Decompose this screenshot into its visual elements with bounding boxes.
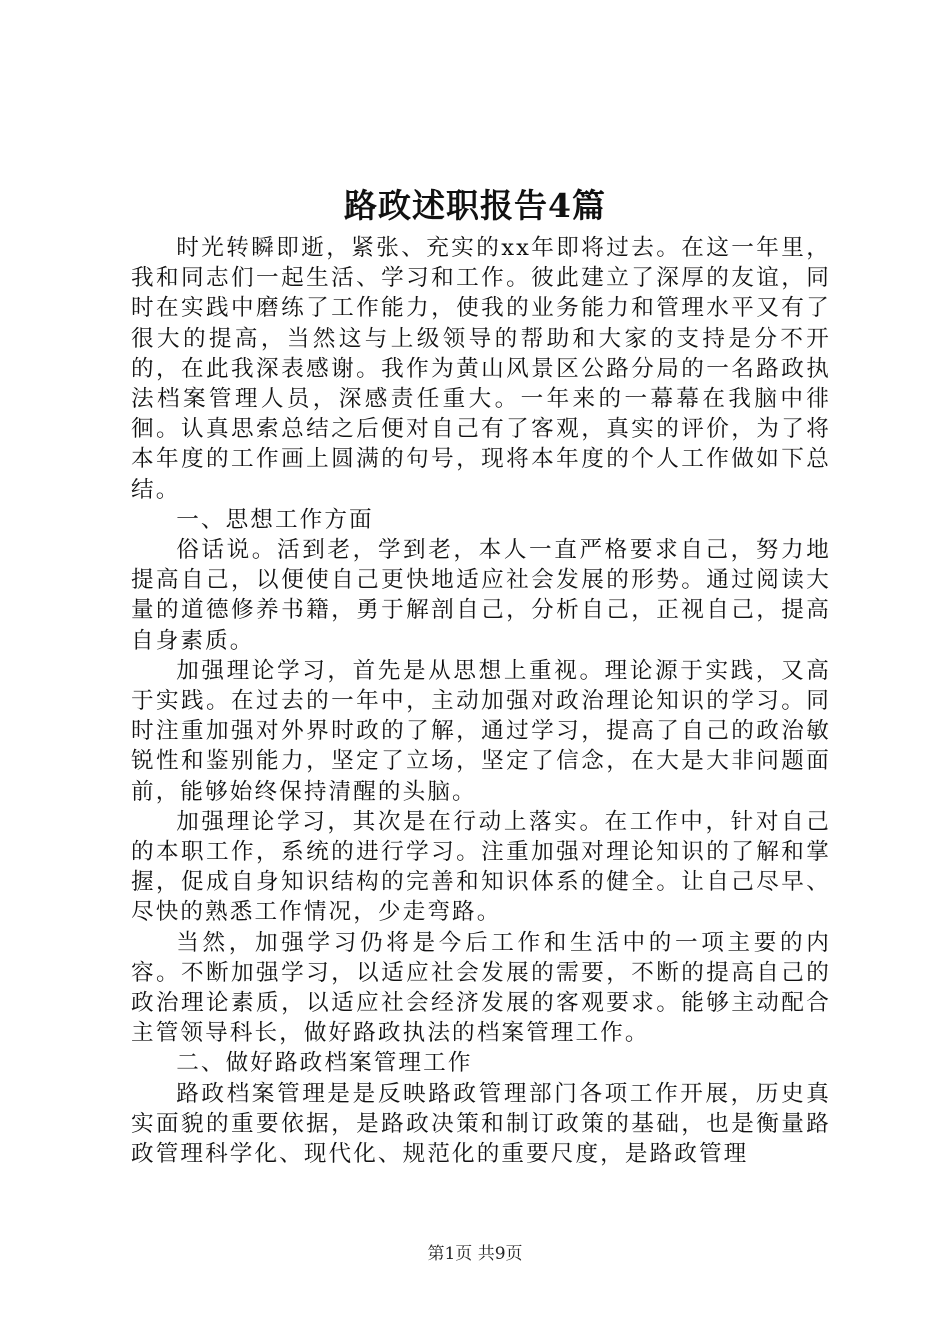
paragraph: 俗话说。活到老，学到老，本人一直严格要求自己，努力地提高自己，以便使自己更快地适应社会发展的形势。通过阅读大量的道德修养书籍，勇于解剖自己，分析自己，正视自己，提高自身素质。 xyxy=(131,537,831,654)
document-body xyxy=(131,233,831,1169)
paragraph-intro: 时光转瞬即逝，紧张、充实的xx年即将过去。在这一年里，我和同志们一起生活、学习和工作。彼此建立了深厚的友谊，同时在实践中磨练了工作能力，使我的业务能力和管理水平又有了很大的提高，当然这与上级领导的帮助和大家的支持是分不开的，在此我深表感谢。我作为黄山风景区公路分局的一名路政执法档案管理人员，深感责任重大。一年来的一幕幕在我脑中徘徊。认真思索总结之后便对自己有了客观，真实的评价，为了将本年度的工作画上圆满的句号，现将本年度的个人工作做如下总结。 xyxy=(131,235,831,503)
paragraph: 加强理论学习，首先是从思想上重视。理论源于实践，又高于实践。在过去的一年中，主动加强对政治理论知识的学习。同时注重加强对外界时政的了解，通过学习，提高了自己的政治敏锐性和鉴别能力，坚定了立场，坚定了信念，在大是大非问题面前，能够始终保持清醒的头脑。 xyxy=(131,657,831,805)
paragraph: 当然，加强学习仍将是今后工作和生活中的一项主要的内容。不断加强学习，以适应社会发展的需要，不断的提高自己的政治理论素质，以适应社会经济发展的客观要求。能够主动配合主管领导科长，做好路政执法的档案管理工作。 xyxy=(131,929,831,1047)
section-heading-2: 二、做好路政档案管理工作 xyxy=(176,1050,473,1077)
page-footer: 第1页 共9页 xyxy=(427,1244,523,1264)
section-heading-1: 一、思想工作方面 xyxy=(176,506,374,533)
paragraph: 路政档案管理是是反映路政管理部门各项工作开展，历史真实面貌的重要依据，是路政决策和制订政策的基础，也是衡量路政管理科学化、现代化、规范化的重要尺度，是路政管理 xyxy=(131,1080,831,1168)
paragraph: 加强理论学习，其次是在行动上落实。在工作中，针对自己的本职工作，系统的进行学习。注重加强对理论知识的了解和掌握，促成自身知识结构的完善和知识体系的健全。让自己尽早、尽快的熟悉工作情况，少走弯路。 xyxy=(131,808,831,926)
document-title: 路政述职报告4篇 xyxy=(344,186,606,225)
